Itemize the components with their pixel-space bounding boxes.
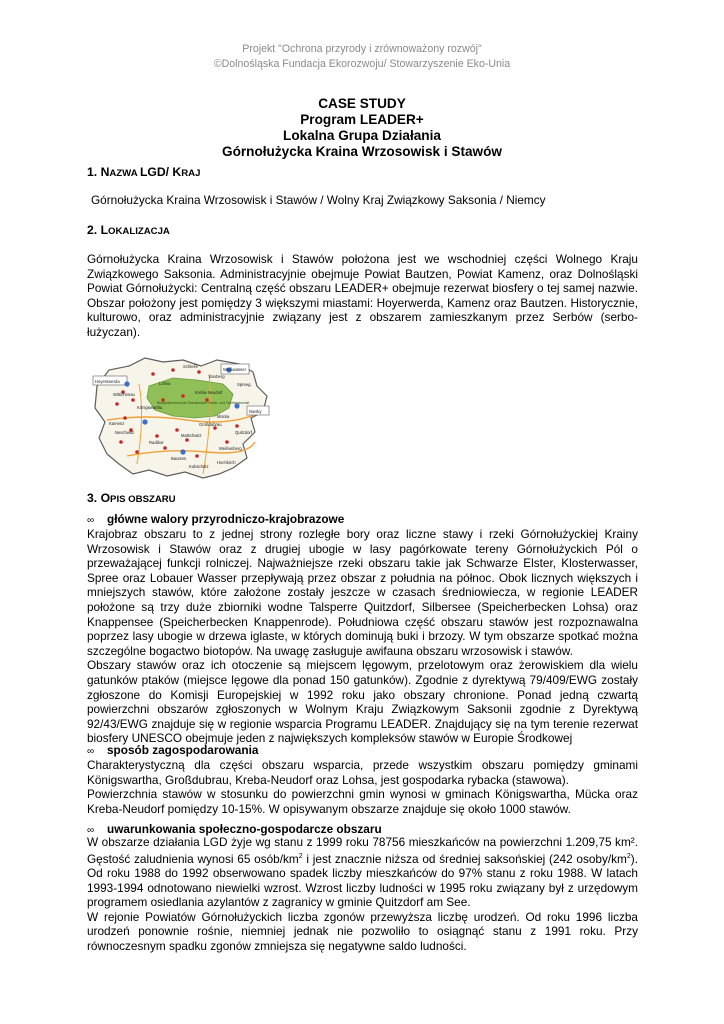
section-1-text: Górnołużycka Kraina Wrzosowisk i Stawów / Wolny Kraj Związkowy Saksonia / Niemcy [91, 193, 546, 207]
map-label-spreeg: Spreeg. [237, 382, 252, 387]
page-header [0, 42, 724, 71]
map-label-boxberg: Boxberg [209, 374, 225, 379]
title-line-3: Lokalna Grupa Działania [283, 128, 441, 143]
section-3-small: PIS OBSZARU [110, 494, 176, 505]
section-2-number: 2. [87, 223, 101, 237]
population-text-a: W obszarze działania LGD żyje wg stanu z 1999 roku 78756 mieszkańców na powierzchni 1.209,75 km². Gęstość zaludnienia wynosi 65 osób/km [87, 835, 638, 866]
bullet-natural-values-label: główne walory przyrodniczo-krajobrazowe [107, 512, 345, 526]
bullet-land-use [87, 743, 258, 759]
paragraph-population [87, 835, 638, 910]
bullet-socioeconomic-label: uwarunkowania społeczno-gospodarcze obszaru [107, 822, 382, 836]
title-line-2: Program LEADER+ [300, 112, 424, 127]
section-2-heading [87, 223, 170, 237]
population-text-b: i jest znacznie niższa od średniej saksońskiej (242 osoby/km [302, 851, 627, 866]
section-3-number: 3. [87, 491, 101, 505]
section-2-small: OKALIZACJA [108, 226, 170, 237]
map-label-lohsa: Lohsa [159, 381, 171, 386]
map-label-kamenz: Kamenz [109, 421, 125, 426]
section-1-cap-2: LGD/ K [139, 165, 182, 179]
map-label-kreba-neudorf: Kreba-Neudorf [195, 390, 223, 395]
map-label-niesky: Niesky [249, 409, 262, 414]
section-3-cap: O [100, 491, 111, 505]
bullet-natural-values [87, 512, 344, 528]
title-line-1: CASE STUDY [318, 96, 406, 111]
section-3-land-use-text [87, 758, 638, 816]
map-label-weisswasser: Weißwasser [223, 367, 246, 372]
map-biosphere-label: Biosphärenreservat Oberlausitzer Heide- und Teichlandschaft [157, 401, 250, 405]
map-label-bautzen: Bautzen [171, 456, 187, 461]
map-label-hochkirch: Hochkirch [217, 460, 236, 465]
paragraph-births-deaths: W rejonie Powiatów Górnołużyckich liczba zgonów przewyższa liczbę urodzeń. Od roku 1996 liczba urodzeń ponownie rośnie, niemniej jednak nie pozwoliło to osiągnąć stanu z 1991 roku. Przy równoczesnym spadku zgonów zmniejsza się negatywne saldo ludności. [87, 909, 638, 954]
section-1-small-1: AZWA [109, 168, 140, 179]
section-3-heading [87, 491, 176, 505]
bullet-mark: ∞ [87, 515, 95, 526]
paragraph-ponds: Powierzchnia stawów w stosunku do powierzchni gmin wynosi w gminach Königswartha, Mücka oraz Kreba-Neudorf pomiędzy 10-15%. W opisywanym obszarze znajduje się około 1000 stawów. [87, 787, 638, 816]
section-1-number: 1. [87, 165, 101, 179]
paragraph-bird-areas: Obszary stawów oraz ich otoczenie są miejscem lęgowym, przelotowym oraz żerowiskiem dla wielu gatunków ptaków (miejsce lęgowe dla ponad 150 gatunków). Zgodnie z dyrektywą 79/409/EWG zostały zgłoszone do Komisji Europejskiej w 1992 roku jako obszary chronione. Ponad jedną czwartą powierzchni obszarów zgłoszonych w Wolnym Kraju Związkowym Saksonii zgodnie z Dyrektywą 92/43/EWG znajduje się w regionie wsparcia Programu LEADER. Znajdujący się na tym terenie rezerwat biosfery UNESCO obejmuje jeden z największych kompleksów stawów w Europie Środkowej [87, 658, 638, 746]
map-label-weissenberg: Weißenberg [219, 446, 242, 451]
header-project-line: Projekt "Ochrona przyrody i zrównoważony rozwój" [242, 43, 482, 55]
document-title [0, 96, 724, 160]
bullet-mark: ∞ [87, 825, 95, 836]
section-2-text: Górnołużycka Kraina Wrzosowisk i Stawów położona jest we wschodniej części Wolnego Kraju Związkowego Saksonia. Administracyjnie obejmuje Powiat Bautzen, Powiat Kamenz, oraz Dolnośląski Powiat Górnołużycki: Centralną część obszaru LEADER+ obejmuje rezerwat biosfery o tej samej nazwie. Obszar położony jest pomiędzy 3 większymi miastami: Hoyerwerda, Kamenz oraz Bautzen. Historycznie, kulturowo, oraz administracyjnie związany jest z obszarem zamieszkanym przez Serbów (serbo-łużyczan). [87, 252, 638, 339]
superscript-2: 2 [626, 852, 631, 860]
superscript-2: 2 [298, 852, 303, 860]
map-label-kubschuetz: Kubschütz [189, 464, 209, 469]
section-1-small-2: RAJ [181, 168, 201, 179]
section-2-cap: L [100, 223, 109, 237]
paragraph-landscape: Krajobraz obszaru to z jednej strony rozległe bory oraz liczne stawy i rzeki Górnołużyckiej Krainy Wrzosowisk i Stawów oraz z drugiej ubogie w lasy pagórkowate tereny Górnołużyckich Pól o przeważającej funkcji rolniczej. Najważniejsze rzeki obszaru takie jak Schwarze Elster, Klosterwasser, Spree oraz Lobauer Wasser przepływają przez obszar z południa na północ. Obok licznych większych i mniejszych stawów, które założone zostały jeszcze w czasach średniowiecza, w regionie LEADER położone są trzy duże zbiorniki wodne Talsperre Quitzdorf, Silbersee (Speicherbecken Lohsa) oraz Knappensee (Speicherbecken Knappenrode). Południowa część obszaru stawów jest rozpoznawalna poprzez lasy ubogie w drzewa iglaste, w których dominują buki i brzozy. W tym obszarze spotkać można szczególne bogactwo biotopów. Na uwagę zasługuje awifauna obszaru wrzosowisk i stawów. [87, 527, 638, 658]
map-label-wittichenau: Wittichenau [113, 392, 135, 397]
map-label-hoyerswerda: Hoyerswerda [95, 379, 120, 384]
map-label-schleife: Schleife [183, 364, 198, 369]
bullet-land-use-label: sposób zagospodarowania [107, 743, 259, 757]
map-label-radibor: Radibor [149, 440, 164, 445]
map-label-quitzdorf: Quitzdorf [235, 430, 252, 435]
map-label-koenigswartha: Königswartha [137, 405, 163, 410]
map-label-muecka: Mücka [217, 414, 230, 419]
header-foundation-line: ©Dolnośląska Fundacja Ekorozwoju/ Stowarzyszenie Eko-Unia [213, 57, 511, 70]
map-label-neschwitz: Neschwitz [115, 430, 135, 435]
map-label-grossdubrau: Großdubrau [199, 422, 222, 427]
section-1-heading [87, 165, 200, 179]
section-3-socioeconomic-text [87, 835, 638, 954]
population-text-c: ). Od roku 1988 do 1992 obserwowano spadek liczby mieszkańców do 97% stanu z roku 1988. W latach 1993-1994 odnotowano niewielki wzrost. Wzrost liczby ludności w 1995 roku związany był z urzędowym programem osiedlania azylantów z zagranicy w gminie Quitzdorf am See. [87, 851, 638, 910]
section-1-cap-1: N [100, 165, 110, 179]
map-label-malschwitz: Malschwitz [181, 433, 202, 438]
region-map [87, 356, 273, 482]
paragraph-fishery: Charakterystyczną dla części obszaru wsparcia, przede wszystkim obszaru pomiędzy gminami Königswartha, Großdubrau, Kreba-Neudorf oraz Lohsa, jest gospodarka rybacka (stawowa). [87, 758, 638, 787]
title-line-4: Górnołużycka Kraina Wrzosowisk i Stawów [222, 144, 502, 159]
bullet-mark: ∞ [87, 746, 95, 757]
section-3-natural-text [87, 527, 638, 746]
